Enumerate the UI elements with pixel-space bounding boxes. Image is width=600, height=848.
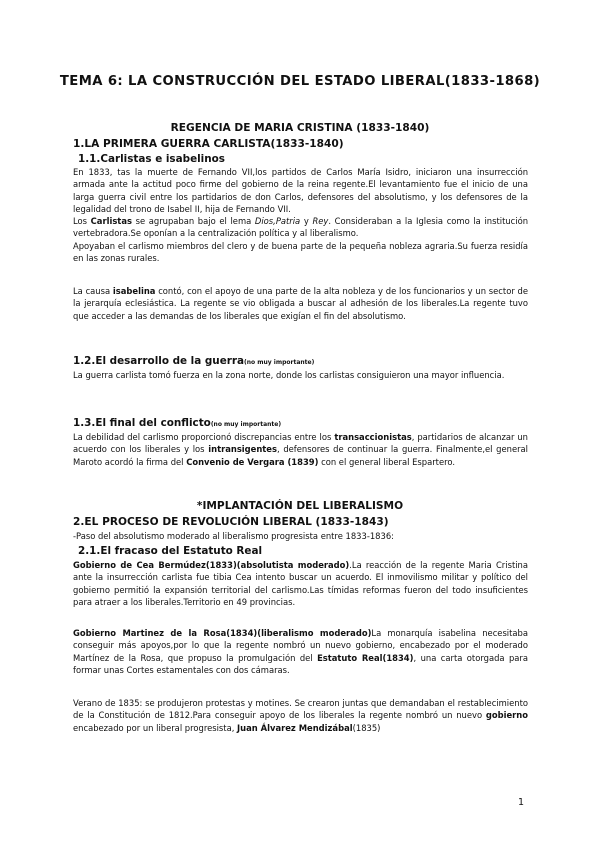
paragraph-convenio-vergara: La debilidad del carlismo proporcionó discrepancias entre los transaccionistas, partidarios de alcanzar un acuerdo con los liberales y los intransigentes, defensores de continuar la guerra. Finalmente,el general Maroto acordó la firma del Convenio de Vergara (1839) con el general liberal Espartero.	[73, 432, 529, 467]
paragraph-carlistas: Los Carlistas se agrupaban bajo el lema Dios,Patria y Rey. Consideraban a la Iglesia como la institución vertebradora.Se oponían a la centralización política y al liberalismo.	[73, 216, 529, 239]
heading-desarrollo-guerra: 1.2.El desarrollo de la guerra(no muy importante)	[73, 355, 315, 367]
paragraph-verano-1835: Verano de 1835: se produjeron protestas y motines. Se crearon juntas que demandaban el restablecimiento de la Constitución de 1812.Para conseguir apoyo de los liberales la regente nombró un nuevo gobierno encabezado por un liberal progresista, Juan Álvarez Mendizábal(1835)	[73, 698, 528, 733]
section-title-liberalismo: *IMPLANTACIÓN DEL LIBERALISMO	[196, 500, 404, 512]
paragraph-intro-paso: -Paso del absolutismo moderado al liberalismo progresista entre 1833-1836:	[73, 531, 394, 541]
document-title: TEMA 6: LA CONSTRUCCIÓN DEL ESTADO LIBERAL(1833-1868)	[59, 74, 541, 89]
note-no-muy-importante-2: (no muy importante)	[210, 421, 282, 428]
heading-final-conflicto: 1.3.El final del conflicto(no muy importante)	[73, 417, 282, 429]
paragraph-cea-bermudez: Gobierno de Cea Bermúdez(1833)(absolutista moderado).La reacción de la regente Maria Cristina ante la insurrección carlista fue tibia Cea intento buscar un acuerdo. El inmovilismo militar y político del gobierno permitió la expansión territorial del carlismo.Las tímidas reformas fueron del todo insuficientes para atraer a los liberales.Territorio en 49 provincias.	[73, 560, 528, 607]
paragraph-martinez-de-la-rosa: Gobierno Martinez de la Rosa(1834)(liberalismo moderado)La monarquía isabelina necesitaba conseguir más apoyos,por lo que la regente nombró un nuevo gobierno, encabezado por el moderado Martínez de la Rosa, que propuso la promulgación del Estatuto Real(1834), una carta otorgada para formar unas Cortes estamentales con dos cámaras.	[73, 628, 528, 675]
paragraph-guerra-norte: La guerra carlista tomó fuerza en la zona norte, donde los carlistas consiguieron una mayor influencia.	[73, 370, 505, 380]
heading-primera-guerra-carlista: 1.LA PRIMERA GUERRA CARLISTA(1833-1840)	[73, 138, 344, 150]
paragraph-apoyos-carlismo: Apoyaban el carlismo miembros del clero y de buena parte de la pequeña nobleza agraria.Su fuerza residía en las zonas rurales.	[73, 241, 528, 264]
section-title-regencia: REGENCIA DE MARIA CRISTINA (1833-1840)	[170, 122, 430, 134]
paragraph-insurreccion: En 1833, tas la muerte de Fernando VII,los partidos de Carlos María Isidro, iniciaron una insurrección armada ante la actitud poco firme del gobierno de la reina regente.El levantamiento fue el inicio de una larga guerra civil entre los partidarios de don Carlos, defensores del absolutismo, y los defensores de la legalidad del trono de Isabel II, hija de Fernando VII.	[73, 167, 528, 214]
page-number: 1	[518, 797, 525, 808]
note-no-muy-importante: (no muy importante)	[244, 359, 315, 366]
paragraph-causa-isabelina: La causa isabelina contó, con el apoyo de una parte de la alta nobleza y de los funcionarios y un sector de la jerarquía eclesiástica. La regente se vio obligada a buscar al adhesión de los liberales.La regente tuvo que acceder a las demandas de los liberales que exigían el fin del absolutismo.	[73, 286, 529, 321]
heading-carlistas-isabelinos: 1.1.Carlistas e isabelinos	[78, 153, 225, 165]
heading-proceso-revolucion-liberal: 2.EL PROCESO DE REVOLUCIÓN LIBERAL (1833-1843)	[73, 516, 389, 528]
heading-fracaso-estatuto-real: 2.1.El fracaso del Estatuto Real	[78, 545, 263, 557]
